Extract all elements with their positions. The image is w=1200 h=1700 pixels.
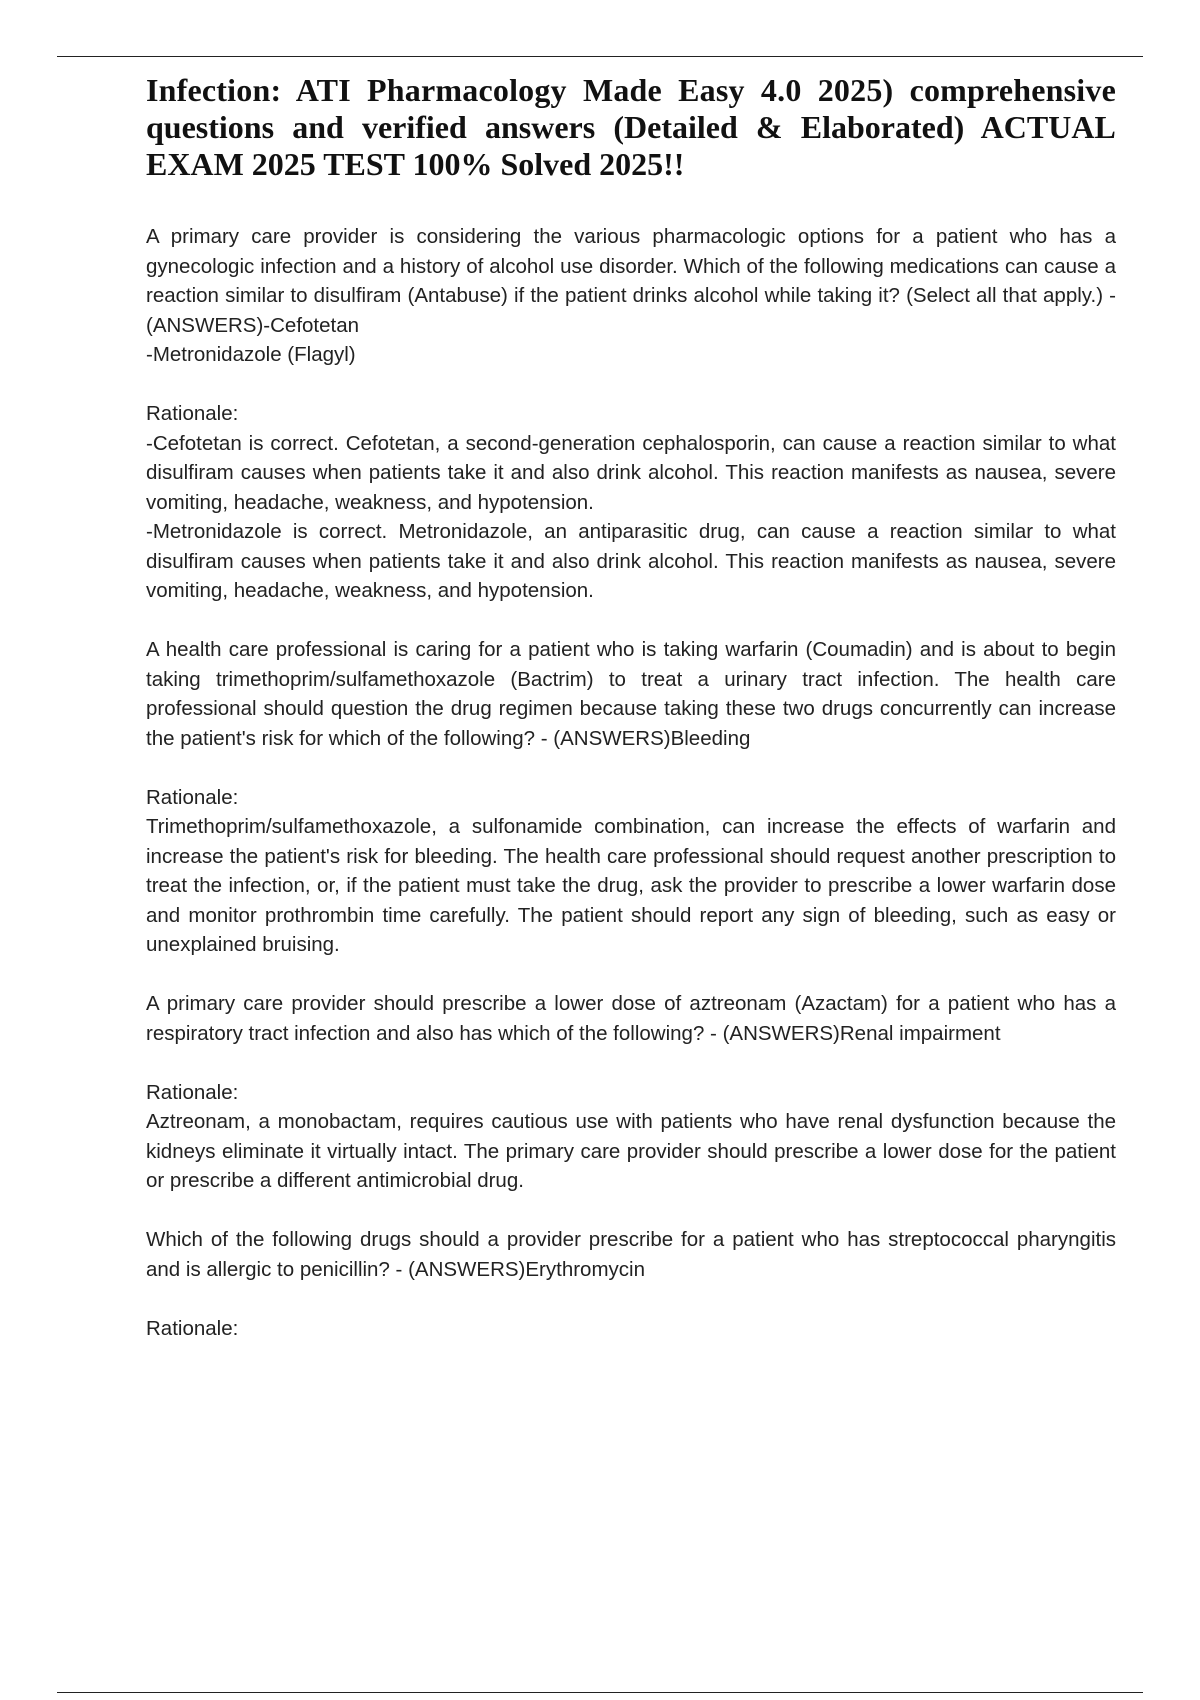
page-title: Infection: ATI Pharmacology Made Easy 4.0 2025) comprehensive questions and verified answers (Detailed & Elaborated) ACTUAL EXAM 2025 TEST 100% Solved 2025!! (146, 72, 1116, 182)
additional-answer: -Metronidazole (Flagyl) (146, 343, 356, 366)
rationale-text: Trimethoprim/sulfamethoxazole, a sulfonamide combination, can increase the effects of warfarin and increase the patient's risk for bleeding. The health care professional should request another prescription to treat the infection, or, if the patient must take the drug, ask the provider to prescribe a lower warfarin dose and monitor prothrombin time carefully. The patient should report any sign of bleeding, such as easy or unexplained bruising. (146, 815, 1116, 956)
question-text: Which of the following drugs should a provider prescribe for a patient who has streptococcal pharyngitis and is allergic to penicillin? - (ANSWERS)Erythromycin (146, 1228, 1116, 1281)
question-text: A primary care provider should prescribe a lower dose of aztreonam (Azactam) for a patient who has a respiratory tract infection and also has which of the following? - (ANSWERS)Renal impairment (146, 992, 1116, 1045)
rationale-label: Rationale: (146, 785, 239, 809)
rationale-text: -Cefotetan is correct. Cefotetan, a second-generation cephalosporin, can cause a reaction similar to what disulfiram causes when patients take it and also drink alcohol. This reaction manifests as nausea, severe vomiting, headache, weakness, and hypotension. (146, 431, 1116, 514)
qa-item (146, 222, 1116, 606)
document-body (146, 222, 1116, 1373)
qa-item (146, 635, 1116, 960)
rationale-label: Rationale: (146, 1316, 239, 1340)
top-rule (57, 56, 1143, 57)
rationale-label: Rationale: (146, 402, 239, 425)
bottom-rule (57, 1692, 1143, 1693)
qa-item (146, 1225, 1116, 1343)
rationale-text: Aztreonam, a monobactam, requires cautious use with patients who have renal dysfunction because the kidneys eliminate it virtually intact. The primary care provider should prescribe a lower dose for the patient or prescribe a different antimicrobial drug. (146, 1110, 1116, 1192)
rationale-label: Rationale: (146, 1080, 239, 1104)
question-text: A primary care provider is considering the various pharmacologic options for a patient who has a gynecologic infection and a history of alcohol use disorder. Which of the following medications can cause a reaction similar to disulfiram (Antabuse) if the patient drinks alcohol while taking it? (Select all that apply.) - (ANSWERS)-Cefotetan (146, 225, 1116, 337)
qa-item (146, 989, 1116, 1196)
rationale-text: -Metronidazole is correct. Metronidazole, an antiparasitic drug, can cause a reaction similar to what disulfiram causes when patients take it and also drink alcohol. This reaction manifests as nausea, severe vomiting, headache, weakness, and hypotension. (146, 520, 1116, 602)
question-text: A health care professional is caring for a patient who is taking warfarin (Coumadin) and is about to begin taking trimethoprim/sulfamethoxazole (Bactrim) to treat a urinary tract infection. The health care professional should question the drug regimen because taking these two drugs concurrently can increase the patient's risk for which of the following? - (ANSWERS)Bleeding (146, 638, 1116, 750)
